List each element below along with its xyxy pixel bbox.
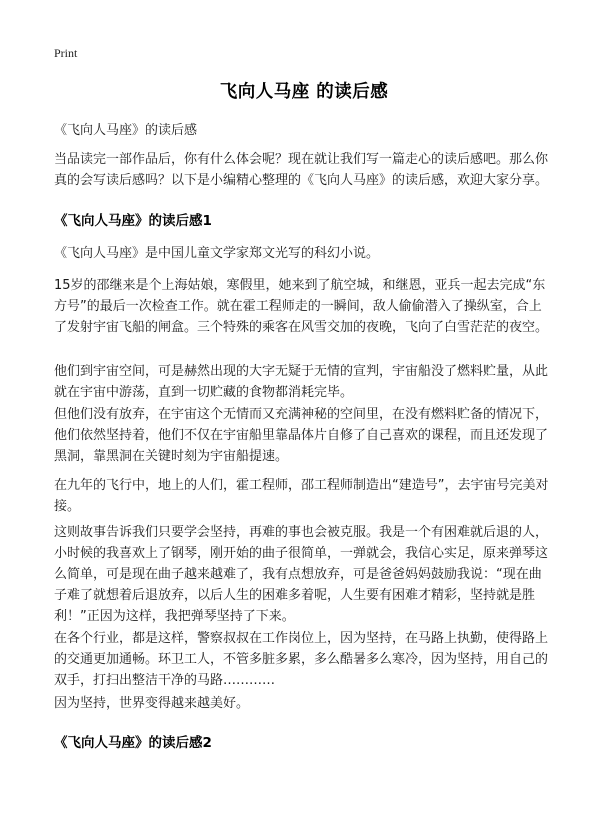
body-paragraph: 在九年的飞行中，地上的人们，霍工程师，邵工程师制造出“建造号”，去宇宙号完美对接。	[54, 478, 549, 514]
body-paragraph: 因为坚持，世界变得越来越美好。	[54, 696, 250, 711]
subtitle: 《飞向人马座》的读后感	[54, 123, 198, 138]
page-title: 飞向人马座 的读后感	[219, 82, 389, 102]
document-page	[54, 0, 554, 828]
body-paragraph: 在各个行业，都是这样，警察叔叔在工作岗位上，因为坚持，在马路上执勤，使得路上的交通更加通畅。环卫工人，不管多脏多累，多么酷暑多么寒冷，因为坚持，用自己的双手，打扫出整洁干净的马路…………	[54, 631, 549, 688]
body-paragraph: 这则故事告诉我们只要学会坚持，再难的事也会被克服。我是一个有困难就后退的人，小时候的我喜欢上了钢琴，刚开始的曲子很简单，一弹就会，我信心实足，原来弹琴这么简单，可是现在曲子越来越难了，我有点想放弃，可是爸爸妈妈鼓励我说：“现在曲子难了就想着后退放弃，以后人生的困难多着呢，人生要有困难才精彩，坚持就是胜利！”正因为这样，我把弹琴坚持了下来。	[54, 525, 549, 624]
section-heading-2: 《飞向人马座》的读后感2	[54, 735, 212, 751]
section-heading-1: 《飞向人马座》的读后感1	[54, 213, 212, 229]
body-paragraph: 他们到宇宙空间，可是赫然出现的大字无疑于无情的宣判，宇宙船没了燃料贮量，从此就在宇宙中游荡，直到一切贮藏的食物都消耗完毕。	[54, 364, 549, 400]
body-paragraph: 《飞向人马座》是中国儿童文学家郑文光写的科幻小说。	[54, 246, 380, 261]
body-paragraph: 但他们没有放弃，在宇宙这个无情而又充满神秘的空间里，在没有燃料贮备的情况下，他们依然坚持着，他们不仅在宇宙船里靠晶体片自修了自己喜欢的课程，而且还发现了黑洞，靠黑洞在关键时刻为宇宙船提速。	[54, 407, 549, 464]
body-paragraph: 15岁的邵继来是个上海姑娘，寒假里，她来到了航空城，和继恩，亚兵一起去完成“东方号”的最后一次检查工作。就在霍工程师走的一瞬间，敌人偷偷潜入了操纵室，合上了发射宇宙飞船的闸盒。三个特殊的乘客在风雪交加的夜晚，飞向了白雪茫茫的夜空。	[54, 278, 549, 335]
intro-paragraph: 当品读完一部作品后，你有什么体会呢？现在就让我们写一篇走心的读后感吧。那么你真的会写读后感吗？以下是小编精心整理的《飞向人马座》的读后感，欢迎大家分享。	[54, 152, 549, 188]
print-link[interactable]: Print	[54, 46, 78, 60]
